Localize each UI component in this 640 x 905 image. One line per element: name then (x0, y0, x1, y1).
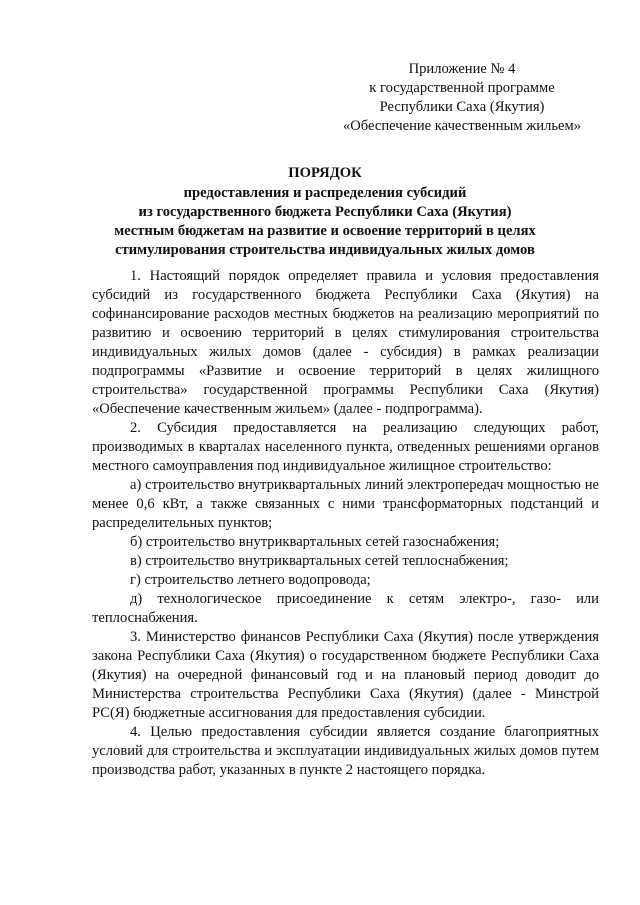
paragraph-2b: б) строительство внутриквартальных сетей газоснабжения; (130, 534, 500, 550)
paragraph-2g: г) строительство летнего водопровода; (130, 572, 371, 588)
title-line-4: стимулирования строительства индивидуальных жилых домов (115, 242, 535, 258)
document-body (92, 267, 599, 780)
appendix-region: Республики Саха (Якутия) (379, 99, 545, 115)
title-line-3: местным бюджетам на развитие и освоение территорий в целях (114, 223, 536, 239)
appendix-program-name: «Обеспечение качественным жильем» (342, 118, 582, 134)
paragraph-4: 4. Целью предоставления субсидии является создание благоприятных условий для строительства и эксплуатации индивидуальных жилых домов путем производства работ, указанных в пункте 2 настоящего порядка. (92, 724, 599, 778)
paragraph-2: 2. Субсидия предоставляется на реализацию следующих работ, производимых в кварталах населенного пункта, отведенных решениями органов местного самоуправления под индивидуальное жилищное строительство: (92, 420, 599, 474)
appendix-header (332, 60, 592, 136)
paragraph-3: 3. Министерство финансов Республики Саха (Якутия) после утверждения закона Республики Саха (Якутия) о государственном бюджете Республики Саха (Якутия) на очередной финансовый год и на плановый период доводит до Министерства строительства Республики Саха (Якутия) (далее - Минстрой РС(Я) бюджетные ассигнования для предоставления субсидии. (92, 629, 599, 721)
appendix-program-ref: к государственной программе (369, 80, 555, 96)
paragraph-2d: д) технологическое присоединение к сетям электро-, газо- или теплоснабжения. (92, 591, 599, 626)
paragraph-2v: в) строительство внутриквартальных сетей теплоснабжения; (130, 553, 509, 569)
paragraph-1: 1. Настоящий порядок определяет правила и условия предоставления субсидий из государственного бюджета Республики Саха (Якутия) на софинансирование расходов местных бюджетов на реализацию мероприятий по развитию и освоению территорий в целях стимулирования строительства индивидуальных жилых домов (далее - субсидия) в рамках реализации подпрограммы «Развитие и освоение территорий в целях жилищного строительства» государственной программы Республики Саха (Якутия) «Обеспечение качественным жильем» (далее - подпрограмма). (92, 268, 599, 417)
paragraph-2a: а) строительство внутриквартальных линий электропередач мощностью не менее 0,6 кВт, а также связанных с ними трансформаторных подстанций и распределительных пунктов; (92, 477, 599, 531)
title-line-1: предоставления и распределения субсидий (183, 185, 467, 201)
document-title (80, 164, 570, 260)
appendix-number: Приложение № 4 (408, 61, 516, 77)
title-line-2: из государственного бюджета Республики Саха (Якутия) (138, 204, 512, 220)
title-main: ПОРЯДОК (288, 165, 362, 181)
